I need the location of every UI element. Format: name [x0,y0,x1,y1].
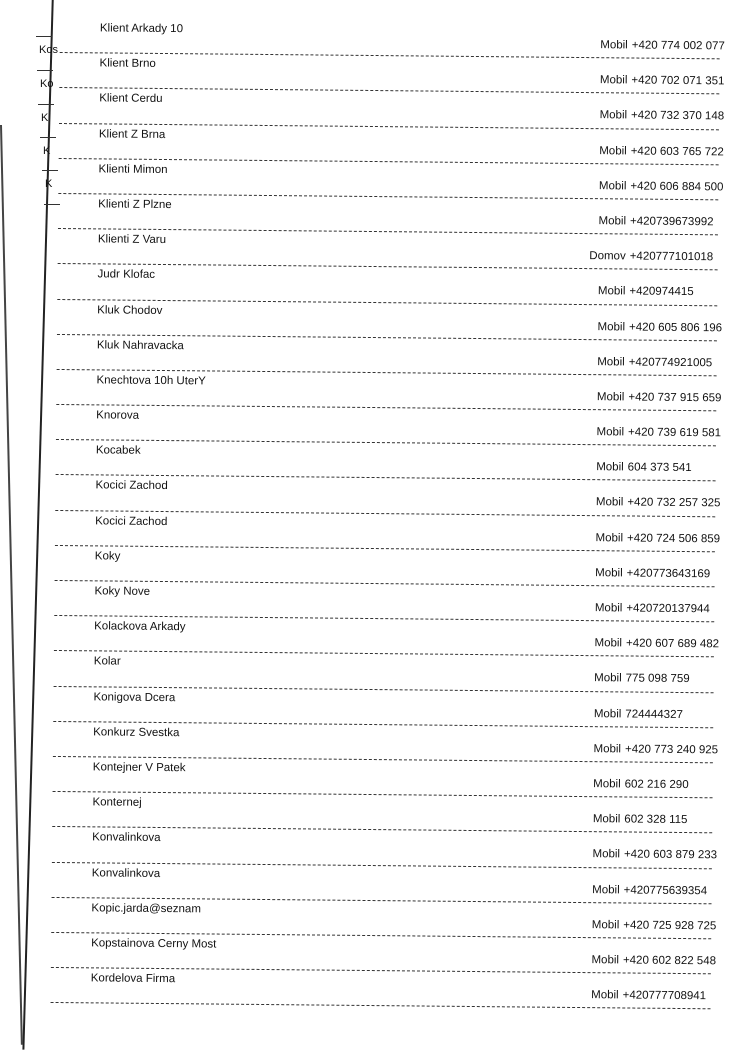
contact-name: Konkurz Svestka [93,726,180,739]
phone-type: Mobil [592,883,620,896]
contact-name: Klienti Z Varu [97,233,167,247]
phone-type: Mobil [593,742,622,756]
contact-name: Klienti Mimon [98,163,168,176]
fragment-text: K [43,145,51,157]
phone-type: Mobil [597,355,625,369]
fragment-text: K [45,178,53,190]
row-divider [42,170,58,171]
row-divider [37,70,53,71]
phone-type: Mobil [594,672,622,685]
contact-name: Kolackova Arkady [94,620,186,634]
contact-name: Konigova Dcera [93,690,176,704]
page-edge-secondary [0,125,22,1045]
contact-name: Kluk Chodov [97,303,163,317]
contact-name: Konvalinkova [91,866,161,880]
phone-type: Mobil [592,848,621,861]
contact-list [51,18,725,1010]
phone-type: Mobil [595,566,623,580]
contact-name: Kopic.jarda@seznam [91,902,201,916]
phone-number: +420 607 689 482 [625,637,720,651]
phone-number: 602 216 290 [624,778,689,792]
phone-type: Mobil [591,989,619,1002]
contact-row [51,968,711,1010]
phone-number: +420 603 879 233 [623,848,718,862]
phone-type: Mobil [598,179,627,193]
phone-number: 724444327 [625,708,683,721]
phone-type: Mobil [596,461,624,474]
phone-number: +420 603 765 722 [630,145,724,158]
phone-number: 775 098 759 [625,672,690,686]
phone-number: +420 602 822 548 [622,954,717,968]
phone-type: Mobil [599,144,627,158]
contact-name: Knorova [96,409,140,422]
contact-name: Koky Nove [94,585,151,598]
phone-type: Mobil [599,74,628,87]
phone-type: Mobil [598,215,627,228]
phone-number: +420775639354 [623,883,708,897]
phone-number: +420773643169 [626,567,711,581]
phone-type: Mobil [591,954,620,967]
contact-name: Knechtova 10h UterY [96,374,206,388]
contact-name: Kocabek [95,444,141,458]
row-divider [38,104,54,105]
phone-number: +420 737 915 659 [628,391,722,405]
phone-type: Mobil [593,778,621,791]
contact-name: Klienti Z Plzne [98,198,172,212]
contact-name: Kopstainova Cerny Most [91,937,217,951]
phone-number: +420 739 619 581 [627,426,722,440]
fragment-text: Ko [40,78,54,90]
phone-type: Mobil [600,39,628,52]
contact-name: Koky [94,550,121,563]
phone-number: +420720137944 [626,602,710,616]
phone-number: +420 732 257 325 [627,496,721,510]
contact-name: Klient Cerdu [99,92,163,106]
phone-number: 602 328 115 [624,813,688,827]
phone-type: Mobil [593,707,622,720]
phone-type: Mobil [596,426,625,439]
fragment-text: K [41,112,49,124]
contact-name: Kocici Zachod [95,514,168,528]
phone-number: +420974415 [629,285,694,299]
contact-name: Konternej [92,796,142,809]
contact-name: Kluk Nahravacka [96,339,184,352]
phone-type: Mobil [597,320,626,333]
phone-number: +420 774 002 077 [631,39,725,53]
phone-number: +420777708941 [622,989,707,1003]
phone-number: +420 702 071 351 [631,74,725,88]
phone-number: +420 605 806 196 [629,320,723,334]
phone-number: +420774921005 [628,356,713,369]
row-divider [40,137,56,138]
phone-number: +420 606 884 500 [630,180,724,194]
fragment-text: Kos [39,44,58,56]
phone-number: +420 724 506 859 [626,532,721,545]
phone-number: +420777101018 [629,250,714,264]
phone-type: Mobil [597,285,626,298]
contact-name: Kontejner V Patek [92,761,186,775]
phone-number: 604 373 541 [627,461,692,475]
contact-name: Konvalinkova [92,831,161,845]
phone-number: +420739673992 [630,215,714,229]
contact-name: Klient Arkady 10 [99,22,184,36]
phone-type: Mobil [595,531,624,545]
contact-name: Kordelova Firma [90,972,176,986]
phone-type: Mobil [595,496,624,509]
row-divider [36,36,52,37]
phone-number: +420 773 240 925 [624,743,719,757]
phone-type: Domov [589,250,626,263]
contact-name: Kolar [93,655,121,668]
phone-number: +420 725 928 725 [623,919,717,933]
phone-type: Mobil [599,109,628,122]
phone-type: Mobil [594,602,623,615]
contact-name: Judr Klofac [97,268,156,282]
phone-type: Mobil [594,637,623,650]
phone-type: Mobil [596,391,625,404]
contact-name: Klient Z Brna [98,127,166,141]
phone-type: Mobil [592,813,621,826]
contact-name: Kocici Zachod [95,479,168,493]
contact-name: Klient Brno [99,57,156,71]
phone-number: +420 732 370 148 [631,109,725,123]
phone-type: Mobil [591,918,620,932]
